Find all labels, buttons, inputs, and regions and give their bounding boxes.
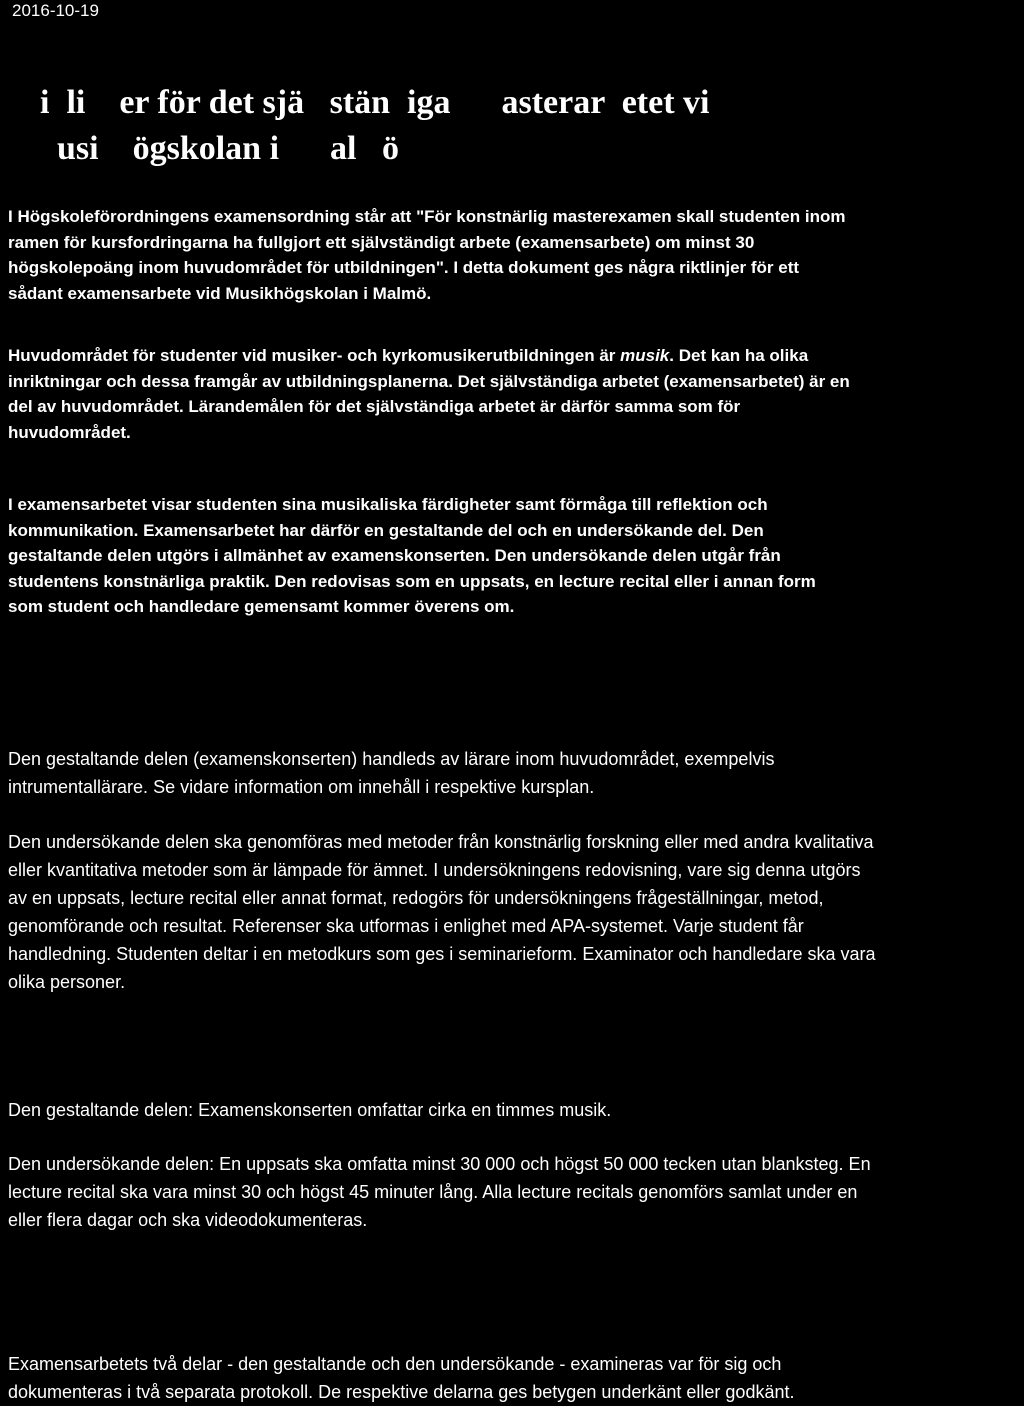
paragraph-line: gestaltande delen utgörs i allmänhet av examenskonserten. Den undersökande delen utgår från xyxy=(8,546,781,566)
konsert-paragraph xyxy=(8,1096,611,1124)
paragraph-line: Den gestaltande delen (examenskonserten) handleds av lärare inom huvudområdet, exempelvis xyxy=(8,749,775,769)
paragraph-line: som student och handledare gemensamt kommer överens om. xyxy=(8,597,515,617)
paragraph-line: ramen för kursfordringarna ha fullgjort ett självständigt arbete (examensarbete) om minst 30 xyxy=(8,232,755,252)
paragraph-line: Den gestaltande delen: Examenskonserten omfattar cirka en timmes musik. xyxy=(8,1100,612,1120)
undersokande-paragraph xyxy=(8,828,875,996)
paragraph-line xyxy=(8,343,850,369)
paragraph-line: dokumenteras i två separata protokoll. De respektive delarna ges betygen underkänt eller godkänt. xyxy=(8,1382,795,1402)
paragraph-line: I examensarbetet visar studenten sina musikaliska färdigheter samt förmåga till reflektion och xyxy=(8,495,768,514)
examination-paragraph xyxy=(8,1350,794,1406)
title-line-1: i li er för det sjä stän iga asterar etet vi xyxy=(40,84,710,121)
document-title xyxy=(40,80,980,172)
gestaltande-paragraph xyxy=(8,745,774,801)
paragraph-line: av en uppsats, lecture recital eller annat format, redogörs för undersökningens frågeställningar, metod, xyxy=(8,888,824,908)
paragraph-text: Huvudområdet för studenter vid musiker- och kyrkomusikerutbildningen är xyxy=(8,346,621,365)
paragraph-line: eller kvantitativa metoder som är lämpade för ämnet. I undersökningens redovisning, vare sig denna utgörs xyxy=(8,860,861,880)
paragraph-line: studentens konstnärliga praktik. Den redovisas som en uppsats, en lecture recital eller i annan form xyxy=(8,571,816,591)
paragraph-line: kommunikation. Examensarbetet har därför en gestaltande del och en undersökande del. Den xyxy=(8,520,764,540)
paragraph-line: lecture recital ska vara minst 30 och högst 45 minuter lång. Alla lecture recitals genomförs samlat under en xyxy=(8,1182,858,1202)
paragraph-line: Examensarbetets två delar - den gestaltande och den undersökande - examineras var för sig och xyxy=(8,1354,782,1374)
paragraph-line: sådant examensarbete vid Musikhögskolan i Malmö. xyxy=(8,283,432,303)
paragraph-line: högskolepoäng inom huvudområdet för utbildningen". I detta dokument ges några riktlinjer för ett xyxy=(8,258,800,278)
intro-paragraph xyxy=(8,204,845,306)
paragraph-line: I Högskoleförordningens examensordning står att "För konstnärlig masterexamen skall studenten inom xyxy=(8,207,846,226)
emphasis-musik: musik xyxy=(620,346,670,365)
paragraph-line: Den undersökande delen: En uppsats ska omfatta minst 30 000 och högst 50 000 tecken utan blanksteg. En xyxy=(8,1154,871,1174)
paragraph-line: Den undersökande delen ska genomföras med metoder från konstnärlig forskning eller med andra kvalitativa xyxy=(8,832,874,852)
uppsats-paragraph xyxy=(8,1150,871,1234)
paragraph-line: inriktningar och dessa framgår av utbildningsplanerna. Det självständiga arbetet (examensarbetet) är en xyxy=(8,371,850,391)
exam-work-paragraph xyxy=(8,492,816,620)
document-date: 2016-10-19 xyxy=(12,1,99,20)
paragraph-line: intrumentallärare. Se vidare information om innehåll i respektive kursplan. xyxy=(8,777,595,797)
title-line-2: usi ögskolan i al ö xyxy=(40,130,399,167)
paragraph-line: handledning. Studenten deltar i en metodkurs som ges i seminarieform. Examinator och handledare ska vara xyxy=(8,944,876,964)
paragraph-line: del av huvudområdet. Lärandemålen för det självständiga arbetet är därför samma som för xyxy=(8,397,741,417)
paragraph-line: eller flera dagar och ska videodokumenteras. xyxy=(8,1210,368,1230)
main-area-paragraph xyxy=(8,343,850,445)
paragraph-line: genomförande och resultat. Referenser ska utformas i enlighet med APA-systemet. Varje student får xyxy=(8,916,804,936)
paragraph-line: olika personer. xyxy=(8,972,126,992)
paragraph-line: huvudområdet. xyxy=(8,422,131,442)
paragraph-text: . Det kan ha olika xyxy=(669,346,809,365)
